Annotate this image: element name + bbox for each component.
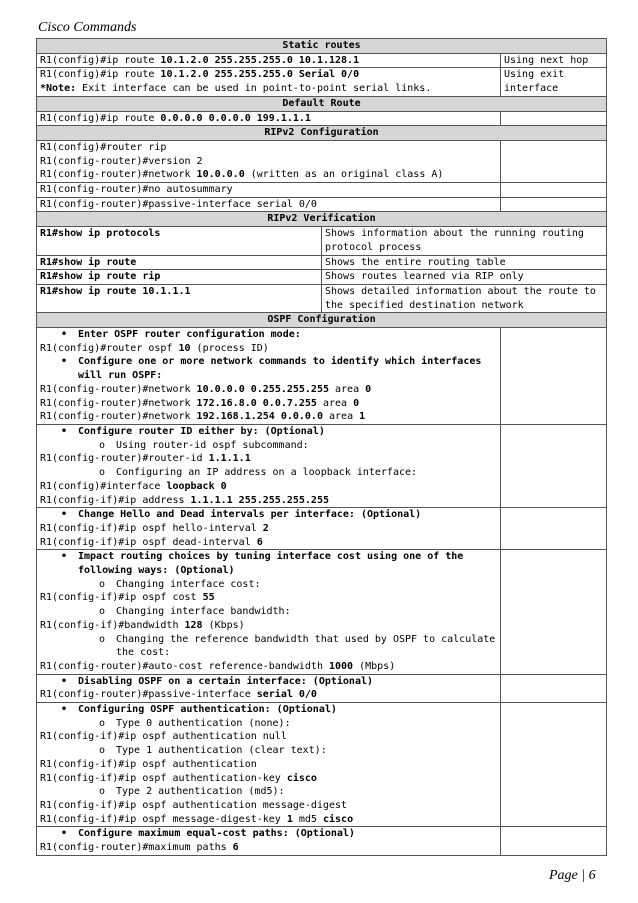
section-static-routes: Static routes bbox=[37, 39, 607, 54]
table-row bbox=[37, 703, 607, 827]
description-cell bbox=[501, 183, 607, 198]
table-row bbox=[37, 284, 607, 312]
table-row bbox=[37, 674, 607, 702]
table-row bbox=[37, 328, 607, 425]
description-cell: Using exit interface bbox=[501, 68, 607, 96]
description-cell bbox=[501, 827, 607, 855]
table-row bbox=[37, 53, 607, 68]
table-row bbox=[37, 255, 607, 270]
command-cell: • Impact routing choices by tuning interface cost using one of the following ways: (Optional) o Changing interface cost: R1(config-if)#ip ospf cost 55 o Changing interface bandwidth: R1(config-if)#bandwidth 128 (Kbps) o Changing the reference bandwidth that used by OSPF to calculate the cost: R1(config-router)#auto-cost reference-bandwidth 1000 (Mbps) bbox=[37, 550, 501, 674]
table-row bbox=[37, 827, 607, 855]
description-cell: Shows information about the running routing protocol process bbox=[322, 227, 607, 255]
description-cell: Using next hop bbox=[501, 53, 607, 68]
description-cell: Shows the entire routing table bbox=[322, 255, 607, 270]
command-cell: • Configure maximum equal-cost paths: (Optional) R1(config-router)#maximum paths 6 bbox=[37, 827, 501, 855]
page-number: Page | 6 bbox=[549, 868, 596, 883]
command-cell: R1#show ip route rip bbox=[37, 270, 322, 285]
table-row bbox=[37, 111, 607, 126]
cisco-commands-table bbox=[36, 38, 607, 856]
description-cell bbox=[501, 508, 607, 550]
table-row bbox=[37, 183, 607, 198]
command-cell: R1(config)#ip route 10.1.2.0 255.255.255.0 10.1.128.1 bbox=[37, 53, 501, 68]
command-cell: • Enter OSPF router configuration mode: R1(config)#router ospf 10 (process ID) • Configure one or more network commands to identify which interfaces will run OSPF: R1(config-router)#network 10.0.0.0 0.255.255.255 area 0 R1(config-router)#network 172.16.8.0 0.0.7.255 area 0 R1(config-router)#network 192.168.1.254 0.0.0.0 area 1 bbox=[37, 328, 501, 425]
description-cell bbox=[501, 328, 607, 425]
command-cell: R1(config)#ip route 10.1.2.0 255.255.255.0 Serial 0/0 *Note: Exit interface can be used in point-to-point serial links. bbox=[37, 68, 501, 96]
description-cell bbox=[501, 703, 607, 827]
section-ospf-configuration: OSPF Configuration bbox=[37, 313, 607, 328]
command-cell: • Disabling OSPF on a certain interface: (Optional) R1(config-router)#passive-interface serial 0/0 bbox=[37, 674, 501, 702]
table-row bbox=[37, 227, 607, 255]
description-cell bbox=[501, 197, 607, 212]
command-cell: • Change Hello and Dead intervals per interface: (Optional) R1(config-if)#ip ospf hello-interval 2 R1(config-if)#ip ospf dead-interval 6 bbox=[37, 508, 501, 550]
command-cell: • Configure router ID either by: (Optional) o Using router-id ospf subcommand: R1(config-router)#router-id 1.1.1.1 o Configuring an IP address on a loopback interface: R1(config)#interface loopback 0 R1(config-if)#ip address 1.1.1.1 255.255.255.255 bbox=[37, 424, 501, 507]
description-cell bbox=[501, 674, 607, 702]
command-cell: R1(config)#router rip R1(config-router)#version 2 R1(config-router)#network 10.0.0.0 (written as an original class A) bbox=[37, 140, 501, 182]
description-cell bbox=[501, 140, 607, 182]
command-cell: R1(config)#ip route 0.0.0.0 0.0.0.0 199.1.1.1 bbox=[37, 111, 501, 126]
table-row bbox=[37, 197, 607, 212]
table-row bbox=[37, 508, 607, 550]
table-row bbox=[37, 68, 607, 96]
command-cell: • Configuring OSPF authentication: (Optional) o Type 0 authentication (none): R1(config-if)#ip ospf authentication null o Type 1 authentication (clear text): R1(config-if)#ip ospf authentication R1(config-if)#ip ospf authentication-key cisco o Type 2 authentication (md5): R1(config-if)#ip ospf authentication message-digest R1(config-if)#ip ospf message-digest-key 1 md5 cisco bbox=[37, 703, 501, 827]
command-cell: R1(config-router)#passive-interface serial 0/0 bbox=[37, 197, 501, 212]
description-cell bbox=[501, 424, 607, 507]
description-cell bbox=[501, 111, 607, 126]
section-default-route: Default Route bbox=[37, 96, 607, 111]
section-ripv2-verification: RIPv2 Verification bbox=[37, 212, 607, 227]
table-row bbox=[37, 140, 607, 182]
table-row bbox=[37, 550, 607, 674]
command-cell: R1#show ip route 10.1.1.1 bbox=[37, 284, 322, 312]
command-cell: R1#show ip protocols bbox=[37, 227, 322, 255]
table-row bbox=[37, 270, 607, 285]
description-cell: Shows routes learned via RIP only bbox=[322, 270, 607, 285]
description-cell bbox=[501, 550, 607, 674]
description-cell: Shows detailed information about the route to the specified destination network bbox=[322, 284, 607, 312]
command-cell: R1(config-router)#no autosummary bbox=[37, 183, 501, 198]
section-ripv2-configuration: RIPv2 Configuration bbox=[37, 126, 607, 141]
command-cell: R1#show ip route bbox=[37, 255, 322, 270]
table-row bbox=[37, 424, 607, 507]
document-header-title: Cisco Commands bbox=[38, 20, 137, 35]
